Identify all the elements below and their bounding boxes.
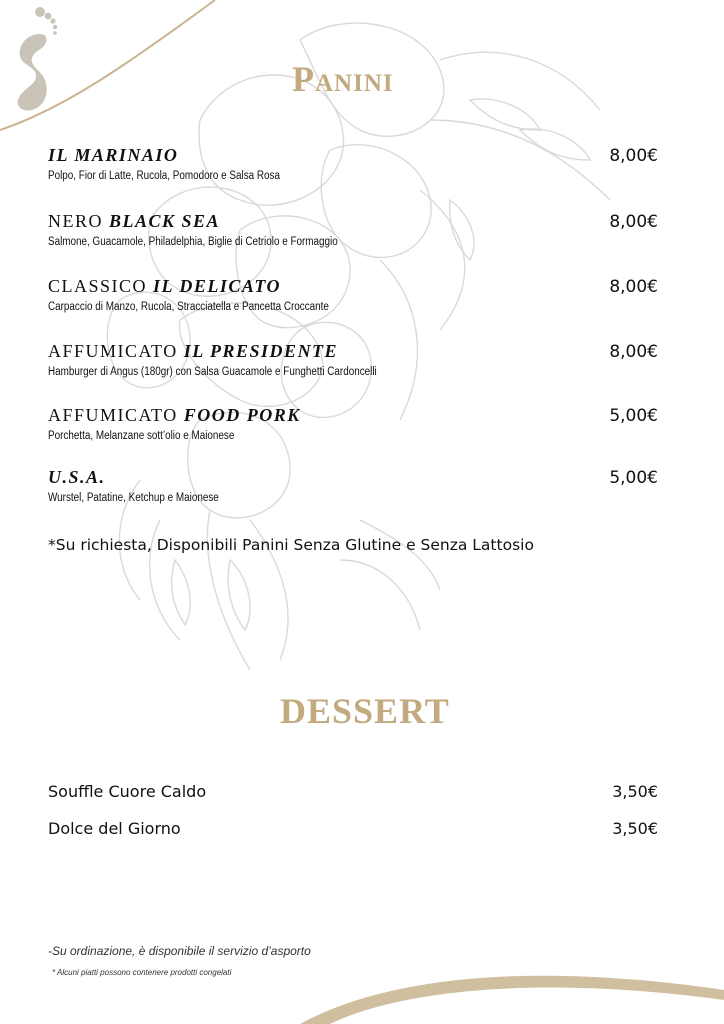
item-prefix: AFFUMICATO (48, 405, 178, 425)
item-brand: FOOD PORK (183, 405, 301, 425)
item-price: 8,00€ (609, 212, 658, 232)
dessert-name: Dolce del Giorno (48, 819, 181, 838)
menu-item-il-delicato (48, 275, 658, 314)
menu-item-il-marinaio (48, 144, 658, 183)
dessert-item-souffle (48, 782, 658, 801)
item-name (48, 466, 658, 488)
item-description: Porchetta, Melanzane sott’olio e Maionese (48, 430, 235, 442)
item-name (48, 340, 658, 362)
item-description: Hamburger di Angus (180gr) con Salsa Guacamole e Funghetti Cardoncelli (48, 366, 377, 378)
menu-item-usa (48, 466, 658, 505)
item-brand: IL MARINAIO (48, 145, 179, 165)
gold-swoosh-bottom (300, 976, 724, 1024)
dessert-price: 3,50€ (612, 782, 658, 801)
item-price: 8,00€ (609, 277, 658, 297)
dessert-title: DESSERT (280, 691, 450, 731)
dessert-name: Souffle Cuore Caldo (48, 782, 207, 801)
item-brand: U.S.A. (48, 467, 106, 487)
item-price: 8,00€ (609, 342, 658, 362)
panini-title: Panini (292, 59, 394, 99)
menu-item-il-presidente (48, 340, 658, 379)
frozen-products-note: * Alcuni piatti possono contenere prodotti congelati (52, 968, 232, 977)
item-brand: IL DELICATO (153, 276, 282, 296)
item-description: Polpo, Fior di Latte, Rucola, Pomodoro e Salsa Rosa (48, 170, 280, 182)
item-price: 8,00€ (609, 146, 658, 166)
item-name (48, 404, 658, 426)
dessert-item-dolce (48, 819, 658, 838)
item-description: Wurstel, Patatine, Ketchup e Maionese (48, 492, 219, 504)
item-prefix: AFFUMICATO (48, 341, 178, 361)
item-brand: IL PRESIDENTE (183, 341, 339, 361)
item-price: 5,00€ (609, 406, 658, 426)
item-description: Carpaccio di Manzo, Rucola, Stracciatella e Pancetta Croccante (48, 301, 329, 313)
item-name (48, 144, 658, 166)
item-prefix: CLASSICO (48, 276, 148, 296)
item-prefix: NERO (48, 211, 103, 231)
gluten-lactose-note: *Su richiesta, Disponibili Panini Senza Glutine e Senza Lattosio (48, 536, 534, 554)
item-description: Salmone, Guacamole, Philadelphia, Biglie di Cetriolo e Formaggio (48, 236, 338, 248)
menu-item-food-pork (48, 404, 658, 443)
takeaway-note: -Su ordinazione, è disponibile il servizio d’asporto (48, 944, 311, 958)
footprint-logo (10, 4, 58, 114)
dessert-price: 3,50€ (612, 819, 658, 838)
item-brand: BLACK SEA (109, 211, 221, 231)
item-price: 5,00€ (609, 468, 658, 488)
menu-item-black-sea (48, 210, 658, 249)
item-name (48, 275, 658, 297)
item-name (48, 210, 658, 232)
